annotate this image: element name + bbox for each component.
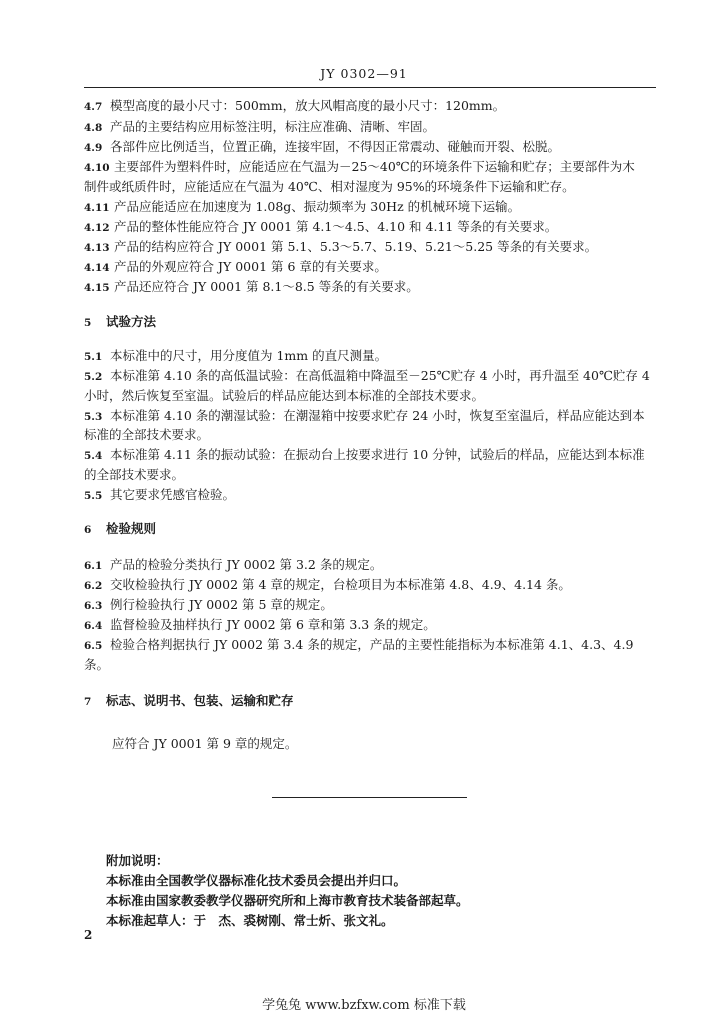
clause-4-10-continued <box>84 179 658 195</box>
clause-4-8 <box>84 119 658 136</box>
clause-6-4 <box>84 617 658 634</box>
clause-number: 4.7 <box>84 101 103 113</box>
clause-number: 6.2 <box>84 580 103 592</box>
clause-number: 4.12 <box>84 222 110 234</box>
clause-number: 4.10 <box>84 162 110 174</box>
clause-text: 产品的主要结构应用标签注明，标注应准确、清晰、牢固。 <box>110 119 436 134</box>
standard-code-header: JY 0302—91 <box>320 66 408 81</box>
section-title: 标志、说明书、包装、运输和贮存 <box>106 693 294 708</box>
clause-number: 5.2 <box>84 371 103 383</box>
clause-6-3 <box>84 597 658 614</box>
notes-line: 本标准由全国教学仪器标准化技术委员会提出并归口。 <box>106 873 407 888</box>
clause-text: 产品的外观应符合 JY 0001 第 6 章的有关要求。 <box>114 259 387 274</box>
section-number: 7 <box>84 696 92 708</box>
clause-number: 4.14 <box>84 262 110 274</box>
clause-text: 例行检验执行 JY 0002 第 5 章的规定。 <box>110 597 333 612</box>
clause-text: 产品还应符合 JY 0001 第 8.1～8.5 等条的有关要求。 <box>114 279 419 294</box>
clause-text: 标准的全部技术要求。 <box>84 427 210 442</box>
clause-text: 产品应能适应在加速度为 1.08g、振动频率为 30Hz 的机械环境下运输。 <box>114 199 521 214</box>
clause-5-4-continued <box>84 467 658 483</box>
clause-text: 模型高度的最小尺寸：500mm，放大风帽高度的最小尺寸：120mm。 <box>110 98 506 113</box>
section-6-heading <box>84 521 658 538</box>
clause-6-2 <box>84 577 658 594</box>
clause-5-3 <box>84 408 658 425</box>
clause-5-2 <box>84 368 658 385</box>
clause-5-5 <box>84 487 658 504</box>
header-rule <box>84 87 656 88</box>
clause-number: 6.3 <box>84 600 103 612</box>
clause-4-9 <box>84 139 658 156</box>
section-title: 试验方法 <box>106 314 157 329</box>
clause-number: 6.5 <box>84 640 103 652</box>
clause-text: 产品的检验分类执行 JY 0002 第 3.2 条的规定。 <box>110 557 383 572</box>
page-number: 2 <box>84 928 93 942</box>
clause-6-5 <box>84 637 658 654</box>
section-title: 检验规则 <box>106 521 157 536</box>
clause-4-11 <box>84 199 658 216</box>
clause-4-13 <box>84 239 658 256</box>
clause-text: 交收检验执行 JY 0002 第 4 章的规定，台检项目为本标准第 4.8、4.9、4.14 条。 <box>110 577 571 592</box>
clause-number: 4.13 <box>84 242 110 254</box>
clause-number: 4.9 <box>84 142 103 154</box>
end-rule <box>272 797 467 798</box>
clause-text: 检验合格判据执行 JY 0002 第 3.4 条的规定，产品的主要性能指标为本标准第 4.1、4.3、4.9 <box>110 637 634 652</box>
clause-text: 各部件应比例适当，位置正确，连接牢固，不得因正常震动、碰触而开裂、松脱。 <box>110 139 561 154</box>
clause-text: 其它要求凭感官检验。 <box>110 487 236 502</box>
section-number: 5 <box>84 317 92 329</box>
clause-text: 监督检验及抽样执行 JY 0002 第 6 章和第 3.3 条的规定。 <box>110 617 436 632</box>
clause-4-7 <box>84 98 658 115</box>
site-footer-watermark: 学兔兔 www.bzfxw.com 标准下载 <box>262 998 466 1013</box>
clause-number: 6.4 <box>84 620 103 632</box>
clause-text: 条。 <box>84 657 110 672</box>
clause-5-4 <box>84 447 658 464</box>
clause-4-15 <box>84 279 658 296</box>
section-number: 6 <box>84 524 92 536</box>
clause-text: 主要部件为塑料件时，应能适应在气温为－25～40℃的环境条件下运输和贮存；主要部件为木 <box>114 159 635 174</box>
clause-text: 产品的结构应符合 JY 0001 第 5.1、5.3～5.7、5.19、5.21～5.25 等条的有关要求。 <box>114 239 598 254</box>
section-7-body: 应符合 JY 0001 第 9 章的规定。 <box>112 736 298 751</box>
clause-number: 6.1 <box>84 560 103 572</box>
clause-4-10 <box>84 159 658 176</box>
clause-text: 本标准第 4.10 条的潮湿试验：在潮湿箱中按要求贮存 24 小时，恢复至室温后，样品应能达到本 <box>110 408 645 423</box>
clause-4-14 <box>84 259 658 276</box>
notes-line: 本标准由国家教委教学仪器研究所和上海市教育技术装备部起草。 <box>106 893 469 908</box>
clause-number: 5.4 <box>84 450 103 462</box>
clause-number: 5.1 <box>84 351 103 363</box>
clause-6-5-continued <box>84 657 658 673</box>
clause-text: 本标准中的尺寸，用分度值为 1mm 的直尺测量。 <box>110 348 388 363</box>
clause-6-1 <box>84 557 658 574</box>
clause-text: 本标准第 4.11 条的振动试验：在振动台上按要求进行 10 分钟，试验后的样品，应能达到本标准 <box>110 447 645 462</box>
clause-text: 制件或纸质件时，应能适应在气温为 40℃、相对湿度为 95%的环境条件下运输和贮存。 <box>84 179 575 194</box>
clause-5-1 <box>84 348 658 365</box>
clause-text: 本标准第 4.10 条的高低温试验：在高低温箱中降温至－25℃贮存 4 小时，再升温至 40℃贮存 4 <box>110 368 650 383</box>
clause-5-2-continued <box>84 388 658 404</box>
clause-number: 4.15 <box>84 282 110 294</box>
clause-text: 小时，然后恢复至室温。试验后的样品应能达到本标准的全部技术要求。 <box>84 388 485 403</box>
notes-title: 附加说明： <box>106 853 169 868</box>
clause-4-12 <box>84 219 658 236</box>
clause-number: 4.11 <box>84 202 110 214</box>
clause-text: 的全部技术要求。 <box>84 467 185 482</box>
section-5-heading <box>84 314 658 331</box>
clause-text: 产品的整体性能应符合 JY 0001 第 4.1～4.5、4.10 和 4.11 等条的有关要求。 <box>114 219 558 234</box>
clause-5-3-continued <box>84 427 658 443</box>
clause-number: 4.8 <box>84 122 103 134</box>
notes-line: 本标准起草人：于 杰、裘树刚、常士炘、张文礼。 <box>106 913 394 928</box>
clause-number: 5.3 <box>84 411 103 423</box>
clause-number: 5.5 <box>84 490 103 502</box>
section-7-heading <box>84 693 658 710</box>
